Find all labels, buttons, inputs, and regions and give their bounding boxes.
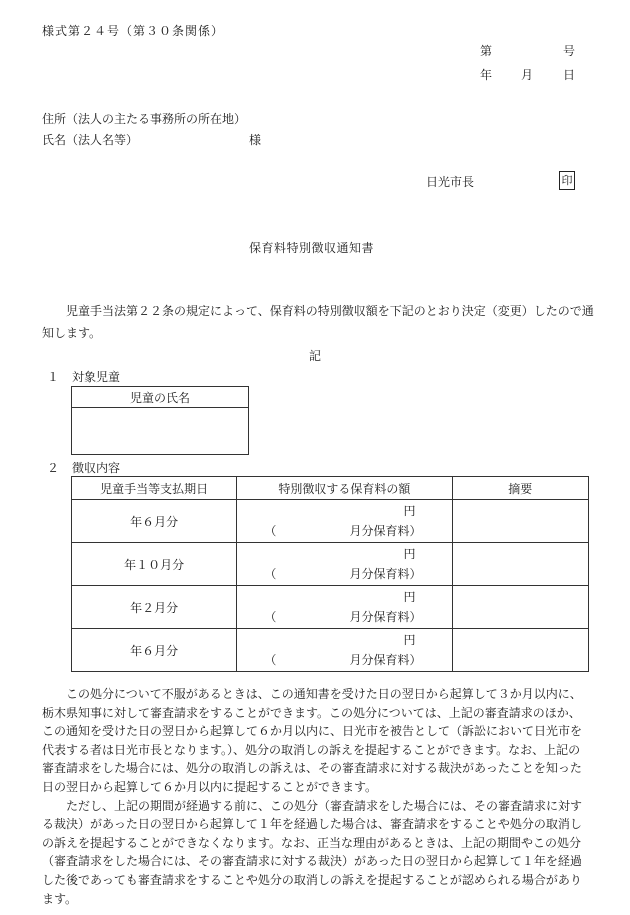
amount-cell [237, 586, 452, 629]
child-name-header: 児童の氏名 [72, 387, 249, 408]
appeal-paragraph-2: ただし、上記の期間が経過する前に、この処分（審査請求をした場合には、その審査請求に対する裁決）があった日の翌日から起算して１年を経過した場合は、審査請求をすることや処分の取消しの訴えを提起することができなくなります。なお、正当な理由があるときは、上記の期間やこの処分（審査請求をした場合には、その審査請求に対する裁決）があった日の翌日から起算して１年を経過した後であっても審査請求をすることや処分の取消しの訴えを提起することが認められる場合があります。 [42, 798, 583, 906]
remarks-cell [452, 586, 589, 629]
child-table [71, 386, 249, 455]
paren-open: （ [264, 567, 277, 581]
header-fee-amount: 特別徴収する保育料の額 [237, 477, 452, 500]
table-row [72, 543, 589, 586]
period-cell: 年２月分 [72, 586, 237, 629]
month-fee-label: 月分保育料） [349, 524, 422, 538]
yen-label: 円 [403, 590, 416, 604]
period-cell: 年６月分 [72, 629, 237, 672]
seal-mark: 印 [559, 171, 575, 190]
remarks-cell [452, 629, 589, 672]
yen-label: 円 [403, 547, 416, 561]
amount-cell [237, 543, 452, 586]
remarks-cell [452, 500, 589, 543]
header-payment-date: 児童手当等支払期日 [72, 477, 237, 500]
month-fee-label: 月分保育料） [349, 610, 422, 624]
period-cell: 年１０月分 [72, 543, 237, 586]
month-fee-label: 月分保育料） [349, 653, 422, 667]
number-prefix: 第 [480, 44, 493, 58]
header-remarks: 摘要 [452, 477, 589, 500]
paren-open: （ [264, 610, 277, 624]
month-fee-label: 月分保育料） [349, 567, 422, 581]
honorific: 様 [249, 133, 262, 147]
section1-label: 対象児童 [72, 370, 121, 384]
amount-cell [237, 500, 452, 543]
table-row [72, 629, 589, 672]
amount-cell [237, 629, 452, 672]
remarks-cell [452, 543, 589, 586]
intro-paragraph: 児童手当法第２２条の規定によって、保育料の特別徴収額を下記のとおり決定（変更）したので通知します。 [42, 304, 594, 340]
date-year: 年 [480, 68, 493, 82]
date-day: 日 [563, 68, 576, 82]
number-suffix: 号 [563, 44, 576, 58]
address-label: 住所（法人の主たる事務所の所在地） [42, 112, 247, 126]
appeal-notice [42, 685, 592, 908]
issuer-title: 日光市長 [426, 175, 475, 189]
yen-label: 円 [403, 633, 416, 647]
section1-number: １ [47, 370, 60, 384]
yen-label: 円 [403, 504, 416, 518]
paren-open: （ [264, 653, 277, 667]
section2-label: 徴収内容 [72, 461, 121, 475]
date-month: 月 [521, 68, 534, 82]
appeal-paragraph-1: この処分について不服があるときは、この通知書を受けた日の翌日から起算して３か月以内に、栃木県知事に対して審査請求をすることができます。この処分については、上記の審査請求のほか、この通知を受けた日の翌日から起算して６か月以内に、日光市を被告として（訴訟において日光市を代表する者は日光市長となります。）、処分の取消しの訴えを提起することができます。なお、上記の審査請求をした場合には、処分の取消しの訴えは、その審査請求に対する裁決があったことを知った日の翌日から起算して６か月以内に提起することができます。 [42, 687, 583, 794]
document-title: 保育料特別徴収通知書 [249, 241, 375, 255]
form-number: 様式第２４号（第３０条関係） [42, 24, 225, 38]
name-label: 氏名（法人名等） [42, 133, 139, 147]
period-cell: 年６月分 [72, 500, 237, 543]
section2-number: ２ [47, 461, 60, 475]
ki-marker: 記 [309, 349, 322, 363]
table-row [72, 586, 589, 629]
child-name-cell [72, 408, 249, 455]
paren-open: （ [264, 524, 277, 538]
table-row [72, 500, 589, 543]
collection-table [71, 476, 589, 672]
